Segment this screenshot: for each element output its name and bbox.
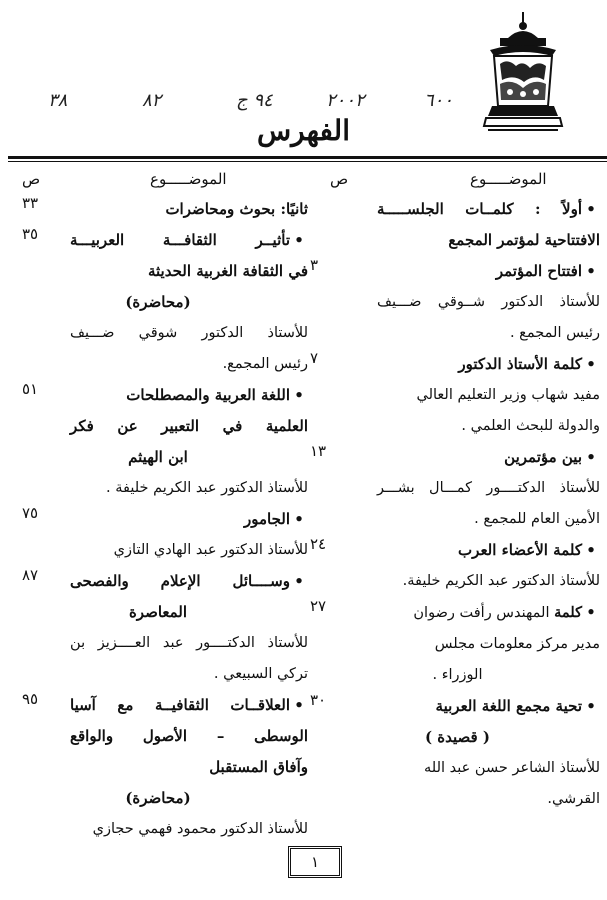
toc-entry-line: القرشي. <box>547 791 600 807</box>
bullet-icon: • <box>294 231 304 249</box>
subject-header-left: الموضـــــوع <box>150 170 227 188</box>
bullet-icon: • <box>294 572 304 590</box>
page-title: الفهرس <box>256 114 350 147</box>
toc-entry-line: •افتتاح المؤتمر <box>315 256 600 287</box>
bullet-icon: • <box>586 355 596 373</box>
toc-entry-line: رئيس المجمع. <box>222 356 308 372</box>
toc-entry-line: •اللغة العربية والمصطلحات <box>8 380 308 411</box>
toc-entry-line: للأستاذ الدكتور محمود فهمي حجازي <box>92 821 308 837</box>
toc-entry <box>310 442 600 535</box>
toc-entry-line: المعاصرة <box>128 603 188 621</box>
toc-entry-line: رئيس المجمع . <box>509 325 600 341</box>
toc-entry-line: للأستاذ الدكتور عبد الهادي التازي <box>113 542 308 558</box>
toc-entry <box>310 349 600 442</box>
toc-entry-line: للأستاذ الدكتور شوقي ضـــيف <box>70 325 308 341</box>
toc-entry-line: ( قصيدة ) <box>424 728 491 746</box>
handwritten-note: ٢٠٠٢ <box>326 90 365 111</box>
header-rule <box>8 161 607 162</box>
toc-page-number: ٧ <box>310 349 319 367</box>
toc-page-number: ٨٧ <box>22 566 39 584</box>
toc-entry <box>310 256 600 349</box>
toc-entry-line: تركي السبيعي . <box>213 666 308 682</box>
toc-page-number: ٥١ <box>22 380 39 398</box>
toc-entry-line: مدير مركز معلومات مجلس <box>434 636 600 652</box>
toc-entry-line: •الجامور <box>8 504 308 535</box>
toc-page-number: ٣٣ <box>22 194 39 212</box>
toc-entry-line: (محاضرة) <box>125 789 191 807</box>
toc-entry-line: الأمين العام للمجمع . <box>474 511 600 527</box>
bullet-icon: • <box>294 386 304 404</box>
toc-entry-line: للأستاذ الدكتــــور عبد العــــزيز بن <box>70 635 308 651</box>
toc-entry-line: ابن الهيثم <box>128 448 188 466</box>
bullet-icon: • <box>294 510 304 528</box>
toc-entry-line: للأستاذ الدكتور عبد الكريم خليفة . <box>106 480 308 496</box>
bullet-icon: • <box>586 697 596 715</box>
handwritten-note: ٣٨ <box>48 90 68 111</box>
toc-entry-line: للأستاذ الدكتور شــوقي ضـــيف <box>377 294 600 310</box>
toc-entry-line: • العلاقــات الثقافيــة مع آسيا <box>8 690 308 721</box>
toc-entry-line: ثانيًا: بحوث ومحاضرات <box>165 200 308 218</box>
toc-page-number: ٣ <box>310 256 319 274</box>
toc-right-column <box>310 194 600 815</box>
toc-entry <box>8 690 308 845</box>
toc-entry-line: والدولة للبحث العلمي . <box>461 418 600 434</box>
bullet-icon: • <box>586 262 596 280</box>
toc-entry <box>8 566 308 690</box>
toc-entry-line: الوزراء . <box>432 667 483 683</box>
toc-entry-line: •تحية مجمع اللغة العربية <box>315 691 600 722</box>
toc-page-number: ٣٥ <box>22 225 39 243</box>
toc-page-number: ٩٥ <box>22 690 39 708</box>
bullet-icon: • <box>586 448 596 466</box>
toc-entry <box>8 225 308 380</box>
bullet-icon: • <box>294 696 304 714</box>
toc-entry-line: وآفاق المستقبل <box>209 758 308 776</box>
bullet-icon: • <box>586 604 596 621</box>
toc-entry <box>8 194 308 225</box>
toc-page-number: ١٣ <box>310 442 327 460</box>
toc-entry-line: •بين مؤتمرين <box>315 442 600 473</box>
toc-entry-line: •كلمة الأستاذ الدكتور <box>315 349 600 380</box>
toc-entry-line: الافتتاحية لمؤتمر المجمع <box>448 231 600 249</box>
header-rule <box>8 156 607 159</box>
toc-entry-line: • أولاً : كلمــات الجلســـــة <box>315 194 600 225</box>
handwritten-note: ٩٤ ج <box>236 90 273 111</box>
toc-entry-line: مفيد شهاب وزير التعليم العالي <box>416 387 600 403</box>
handwritten-note: ٨٢ <box>142 90 162 111</box>
toc-entry <box>8 380 308 504</box>
toc-entry <box>315 194 600 256</box>
toc-entry-line: للأستاذ الدكتــــور كمـــال بشـــر <box>377 480 600 496</box>
toc-entry-line: العلمية في التعبير عن فكر <box>70 417 308 435</box>
page-header-right: ص <box>330 170 349 188</box>
toc-entry <box>8 504 308 566</box>
toc-page-number: ٣٠ <box>310 691 327 709</box>
toc-entry-line: الوسطى – الأصول والواقع <box>70 727 308 745</box>
toc-entry-line: للأستاذ الدكتور عبد الكريم خليفة. <box>402 573 600 589</box>
toc-page-number: ٢٧ <box>310 597 327 615</box>
toc-page-number: ٧٥ <box>22 504 39 522</box>
toc-page-number: ٢٤ <box>310 535 327 553</box>
toc-entry-line: في الثقافة الغربية الحديثة <box>147 262 308 280</box>
page-header-left: ص <box>22 170 41 188</box>
handwritten-note: ٦٠٠ <box>424 90 454 111</box>
bullet-icon: • <box>586 200 596 218</box>
subject-header-right: الموضـــــوع <box>470 170 547 188</box>
toc-entry-line: • وســــائل الإعلام والفصحى <box>8 566 308 597</box>
toc-entry-line: • تأثيــر الثقافـــة العربيـــة <box>8 225 308 256</box>
toc-entry <box>310 535 600 597</box>
toc-left-column <box>8 194 308 845</box>
toc-entry-line: •كلمة المهندس رأفت رضوان <box>315 597 600 629</box>
toc-entry-line: (محاضرة) <box>125 293 191 311</box>
toc-entry <box>310 691 600 815</box>
toc-entry-line: للأستاذ الشاعر حسن عبد الله <box>424 760 600 776</box>
page-number: ١ <box>288 846 342 878</box>
bullet-icon: • <box>586 541 596 559</box>
toc-entry <box>310 597 600 691</box>
toc-entry-line: •كلمة الأعضاء العرب <box>315 535 600 566</box>
